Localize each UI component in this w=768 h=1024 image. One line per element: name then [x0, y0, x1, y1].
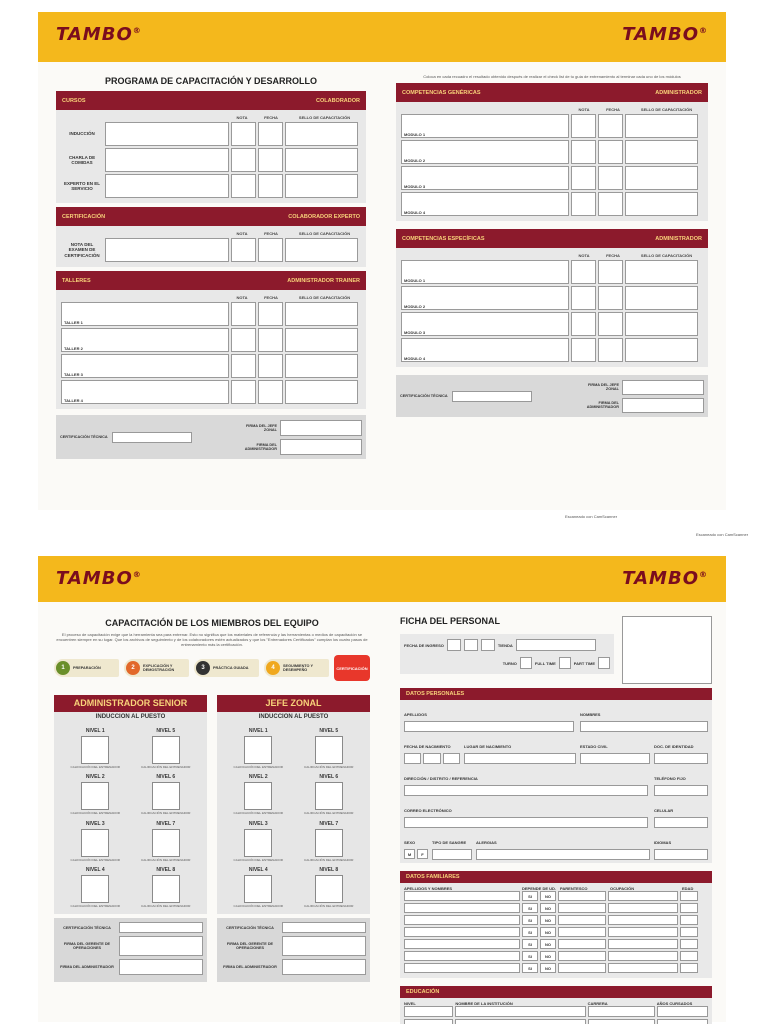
certificacion-section: NOTA FECHA SELLO DE CAPACITACIÓN NOTA DEL EXAMEN DE CERTIFICACIÓN [56, 226, 366, 267]
modulo-row: MODULO 3 [401, 312, 703, 336]
familiar-row: SI NO [404, 915, 708, 925]
fecha-box[interactable] [258, 122, 283, 146]
curso-input[interactable] [105, 174, 229, 198]
taller-input[interactable]: TALLER 4 [61, 380, 229, 404]
tambo-logo-right: TAMBO® [622, 568, 708, 589]
level-box[interactable]: NIVEL 3 CALIFICACIÓN DEL ENTRENADOR [233, 820, 283, 862]
level-box[interactable]: NIVEL 1 CALIFICACIÓN DEL ENTRENADOR [233, 728, 283, 769]
nota-box[interactable] [231, 122, 256, 146]
signature-footer: CERTIFICACIÓN TÉCNICA FIRMA DEL JEFE ZONAL FIRMA DEL ADMINISTRADOR [396, 375, 708, 417]
ficha-personal-panel: FICHA DEL PERSONAL FECHA DE INGRESO TIENDA TURNO FULL TIME PART TIME DATOS PERSONALES APELLIDOS NOMBRES FECHA DE NACIMIENTO LUGAR DE NACIMIENTO ESTADO CIVIL DOC. DE IDENTIDAD DIRECCIÓN / DISTRITO / REFERENCIA TELÉFONO FIJO CORREO ELECTRÓNICO CELULAR SEXO M F TIPO DE SANGRE ALERGIAS IDIOMAS DATOS FAMILIARES APELLIDOS Y NOMBRES DEPENDE DE UD. PARENTESCO OCUPACIÓN EDAD SI NO SI NO SI NO SI NO SI NO SI NO SI NO EDUCACIÓN NIVEL NOMBRE DE LA INSTITUCIÓN CARRERA AÑOS CURSADOS [400, 616, 712, 1024]
taller-input[interactable]: TALLER 1 [61, 302, 229, 326]
step-4: 4 SEGUIMIENTO Y DESEMPEÑO [264, 659, 329, 677]
nota-box[interactable] [231, 174, 256, 198]
admin-senior-card: ADMINISTRADOR SENIOR INDUCCION AL PUESTO NIVEL 1 CALIFICACIÓN DEL ENTRENADOR NIVEL 5 CALIFICACIÓN DEL ENTRENADOR NIVEL 2 CALIFICACIÓN DEL ENTRENADOR NIVEL 6 CALIFICACIÓN DEL ENTRENADOR NIVEL 3 CALIFICACIÓN DEL ENTRENADOR NIVEL 7 CALIFICACIÓN DEL ENTRENADOR NIVEL 4 CALIFICACIÓN DEL ENTRENADOR NIVEL 8 CALIFICACIÓN DEL ENTRENADOR CERTIFICACIÓN TÉCNICA FIRMA DEL GERENTE DE OPERACIONES FIRMA DEL ADMINISTRADOR [54, 695, 207, 982]
level-box[interactable]: NIVEL 2 CALIFICACIÓN DEL ENTRENADOR [233, 774, 283, 816]
datos-familiares-header: DATOS FAMILIARES [400, 871, 712, 883]
scan-note: Escaneado con CamScanner [696, 532, 749, 537]
competencias-panel: Coloca en cada recuadro el resultado obtenido después de realizar el check list de tu guía de entrenamiento al terminar cada uno de los módulos COMPETENCIAS GENÉRICAS ADMINISTRADOR NOTA FECHA SELLO DE CAPACITACIÓN MODULO 1 MODULO 2 MODULO 3 MODULO 4 COMPETENCIAS ESPECÍFICAS ADMINISTRADOR NOTA FECHA SELLO DE CAPACITACIÓN MODULO 1 MODULO 2 MODULO 3 MODULO 4 CERTIFICACIÓN TÉCNICA FIRMA DEL JEFE ZONAL FIRMA DEL ADMINISTRADOR [396, 74, 708, 417]
curso-row: INDUCCIÓN [61, 122, 361, 146]
jefe-signatures: CERTIFICACIÓN TÉCNICA FIRMA DEL GERENTE DE OPERACIONES FIRMA DEL ADMINISTRADOR [217, 918, 370, 982]
level-box[interactable]: NIVEL 2 CALIFICACIÓN DEL ENTRENADOR [70, 774, 120, 816]
modulo-row: MODULO 2 [401, 140, 703, 164]
level-box[interactable]: NIVEL 8 CALIFICACIÓN DEL ENTRENADOR [304, 866, 354, 908]
cert-tecnica-box[interactable] [452, 391, 532, 402]
programa-capacitacion-panel [56, 76, 366, 459]
curso-input[interactable] [105, 148, 229, 172]
cursos-section [56, 110, 366, 203]
sheet-page-1 [38, 12, 726, 510]
competencias-especificas-header: COMPETENCIAS ESPECÍFICAS ADMINISTRADOR [396, 229, 708, 248]
sheet-page-2 [38, 556, 726, 1022]
page-title: CAPACITACIÓN DE LOS MIEMBROS DEL EQUIPO [105, 618, 319, 628]
taller-row [61, 354, 361, 378]
familiar-row: SI NO [404, 951, 708, 961]
admin-signatures: CERTIFICACIÓN TÉCNICA FIRMA DEL GERENTE DE OPERACIONES FIRMA DEL ADMINISTRADOR [54, 918, 207, 982]
curso-row: EXPERTO EN EL SERVICIO [61, 174, 361, 198]
examen-input[interactable] [105, 238, 229, 262]
sello-box[interactable] [285, 148, 358, 172]
modulo-row: MODULO 4 [401, 338, 703, 362]
level-box[interactable]: NIVEL 3 CALIFICACIÓN DEL ENTRENADOR [70, 820, 120, 862]
level-box[interactable]: NIVEL 8 CALIFICACIÓN DEL ENTRENADOR [141, 866, 191, 908]
capacitacion-equipo-panel [54, 618, 370, 982]
level-box[interactable]: NIVEL 6 CALIFICACIÓN DEL ENTRENADOR [141, 774, 191, 816]
training-steps [54, 655, 370, 681]
modulo-row: MODULO 4 [401, 192, 703, 216]
signature-footer: CERTIFICACIÓN TÉCNICA FIRMA DEL JEFE ZONAL FIRMA DEL ADMINISTRADOR [56, 415, 366, 459]
certificacion-header: CERTIFICACIÓN COLABORADOR EXPERTO [56, 207, 366, 226]
tambo-logo-right: TAMBO® [622, 24, 708, 45]
modulo-row: MODULO 2 [401, 286, 703, 310]
fecha-box[interactable] [258, 174, 283, 198]
taller-input[interactable]: TALLER 2 [61, 328, 229, 352]
firma-jefe-box[interactable] [280, 420, 362, 436]
fecha-box[interactable] [258, 238, 283, 262]
curso-row: CHARLA DE COMIDAS [61, 148, 361, 172]
brand-header-bar [38, 556, 726, 602]
tambo-logo-left: TAMBO® [56, 568, 142, 589]
firma-admin-box[interactable] [280, 439, 362, 455]
sello-box[interactable] [285, 174, 358, 198]
level-box[interactable]: NIVEL 5 CALIFICACIÓN DEL ENTRENADOR [141, 728, 191, 769]
cursos-header: CURSOS COLABORADOR [56, 91, 366, 110]
nota-box[interactable] [231, 238, 256, 262]
step-2: 2 EXPLICACIÓN Y DEMOSTRACIÓN [124, 659, 189, 677]
familiar-row: SI NO [404, 927, 708, 937]
taller-row [61, 380, 361, 404]
ficha-title: FICHA DEL PERSONAL [400, 616, 501, 626]
level-box[interactable]: NIVEL 4 CALIFICACIÓN DEL ENTRENADOR [233, 866, 283, 908]
competencias-genericas-header: COMPETENCIAS GENÉRICAS ADMINISTRADOR [396, 83, 708, 102]
certificacion-step: CERTIFICACIÓN [334, 655, 370, 681]
fecha-box[interactable] [258, 148, 283, 172]
educacion-row [404, 1006, 708, 1017]
tambo-logo-left: TAMBO® [56, 24, 142, 45]
brand-header-bar [38, 12, 726, 62]
step-1: 1 PREPARACIÓN [54, 659, 119, 677]
sello-box[interactable] [285, 122, 358, 146]
taller-row [61, 328, 361, 352]
page-title: PROGRAMA DE CAPACITACIÓN Y DESARROLLO [104, 76, 317, 86]
level-box[interactable]: NIVEL 7 CALIFICACIÓN DEL ENTRENADOR [141, 820, 191, 862]
nota-box[interactable] [231, 148, 256, 172]
datos-personales-header: DATOS PERSONALES [400, 688, 712, 700]
level-box[interactable]: NIVEL 4 CALIFICACIÓN DEL ENTRENADOR [70, 866, 120, 908]
photo-box[interactable] [622, 616, 712, 684]
intro-text: Coloca en cada recuadro el resultado obtenido después de realizar el check list de tu guía de entrenamiento al terminar cada uno de los módulos [423, 74, 681, 79]
modulo-row: MODULO 1 [401, 114, 703, 138]
talleres-header: TALLERES ADMINISTRADOR TRAINER [56, 271, 366, 290]
talleres-section: NOTA FECHA SELLO DE CAPACITACIÓN TALLER 1 TALLER 2 TALLER 3 TALLER 4 [56, 290, 366, 409]
familiar-row: SI NO [404, 891, 708, 901]
modulo-row: MODULO 3 [401, 166, 703, 190]
familiar-row: SI NO [404, 903, 708, 913]
cert-tecnica-box[interactable] [112, 432, 192, 443]
familiar-row: SI NO [404, 963, 708, 973]
tienda-input[interactable] [516, 639, 596, 651]
scan-note: Escaneado con CamScanner [565, 514, 618, 519]
column-headers: NOTA FECHA SELLO DE CAPACITACIÓN [236, 115, 351, 120]
curso-input[interactable] [105, 122, 229, 146]
intro-text: El proceso de capacitación exige que la herramienta sea para entrenar. Esto no significa que los materiales de referencia y las herramientas o medios de capacitación se encuentren siempre en su lugar. Que los archivos de seguimiento y de los colaboradores estén actualizados y que los "Entrenadores Certificados" cumplan los cuatro pasos de entrenamiento más la certificación. [56, 632, 368, 647]
educacion-row [404, 1019, 708, 1024]
step-3: 3 PRÁCTICA GUIADA [194, 659, 259, 677]
sello-box[interactable] [285, 238, 358, 262]
modulo-row: MODULO 1 [401, 260, 703, 284]
taller-row [61, 302, 361, 326]
jefe-zonal-card: JEFE ZONAL INDUCCION AL PUESTO NIVEL 1 CALIFICACIÓN DEL ENTRENADOR NIVEL 5 CALIFICACIÓN DEL ENTRENADOR NIVEL 2 CALIFICACIÓN DEL ENTRENADOR NIVEL 6 CALIFICACIÓN DEL ENTRENADOR NIVEL 3 CALIFICACIÓN DEL ENTRENADOR NIVEL 7 CALIFICACIÓN DEL ENTRENADOR NIVEL 4 CALIFICACIÓN DEL ENTRENADOR NIVEL 8 CALIFICACIÓN DEL ENTRENADOR CERTIFICACIÓN TÉCNICA FIRMA DEL GERENTE DE OPERACIONES FIRMA DEL ADMINISTRADOR [217, 695, 370, 982]
taller-input[interactable]: TALLER 3 [61, 354, 229, 378]
level-box[interactable]: NIVEL 6 CALIFICACIÓN DEL ENTRENADOR [304, 774, 354, 816]
level-box[interactable]: NIVEL 7 CALIFICACIÓN DEL ENTRENADOR [304, 820, 354, 862]
familiar-row: SI NO [404, 939, 708, 949]
level-box[interactable]: NIVEL 1 CALIFICACIÓN DEL ENTRENADOR [70, 728, 120, 769]
level-box[interactable]: NIVEL 5 CALIFICACIÓN DEL ENTRENADOR [304, 728, 354, 769]
educacion-header: EDUCACIÓN [400, 986, 712, 998]
